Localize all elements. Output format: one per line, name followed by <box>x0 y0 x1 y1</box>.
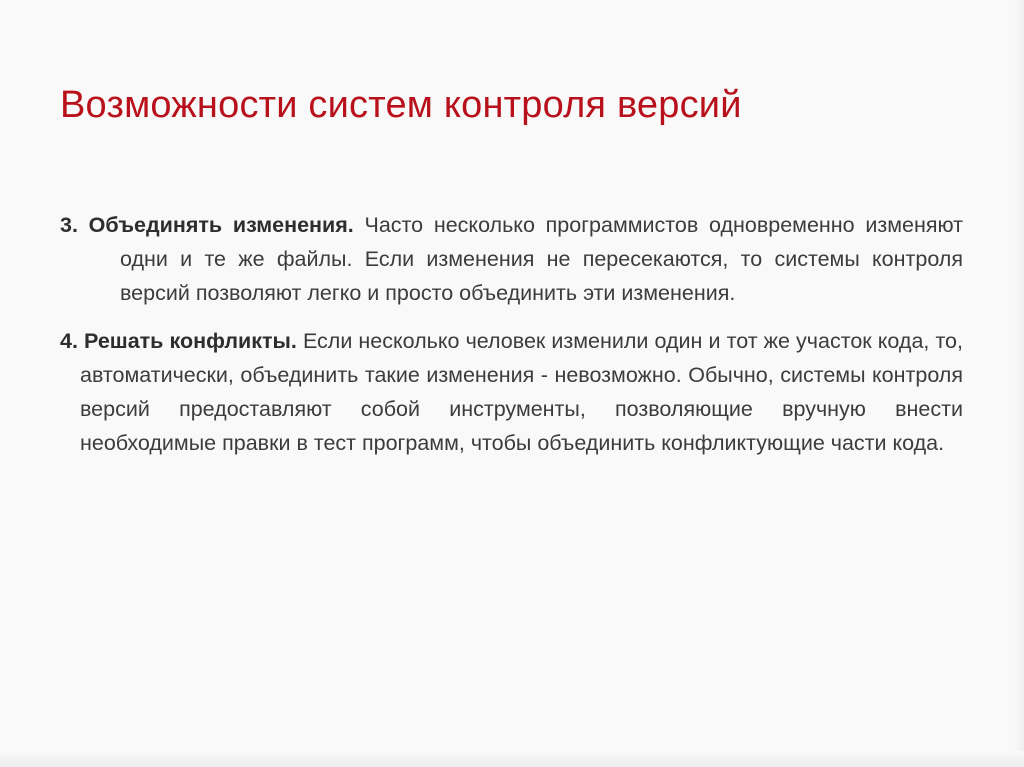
list-item-text: Если несколько человек изменили один и тот же участок кода, то, автоматически, объединить такие изменения - невозможно. Обычно, системы контроля версий предоставляют собой инструменты, позволяющие вручную внести необходимые правки в тест программ, чтобы объединить конфликтующие части кода. <box>80 329 963 455</box>
slide-edge-shadow-right <box>1014 0 1024 767</box>
slide-body <box>60 208 963 460</box>
list-item <box>60 324 963 460</box>
slide-edge-shadow-bottom <box>0 751 1024 767</box>
list-item-heading: 4. Решать конфликты. <box>60 329 297 353</box>
slide-title: Возможности систем контроля версий <box>60 84 742 126</box>
list-item <box>60 208 963 310</box>
list-item-heading: 3. Объединять изменения. <box>60 213 354 237</box>
list-item-text: Часто несколько программистов одновременно изменяют одни и те же файлы. Если изменения не пересекаются, то системы контроля версий позволяют легко и просто объединить эти изменения. <box>120 213 963 305</box>
